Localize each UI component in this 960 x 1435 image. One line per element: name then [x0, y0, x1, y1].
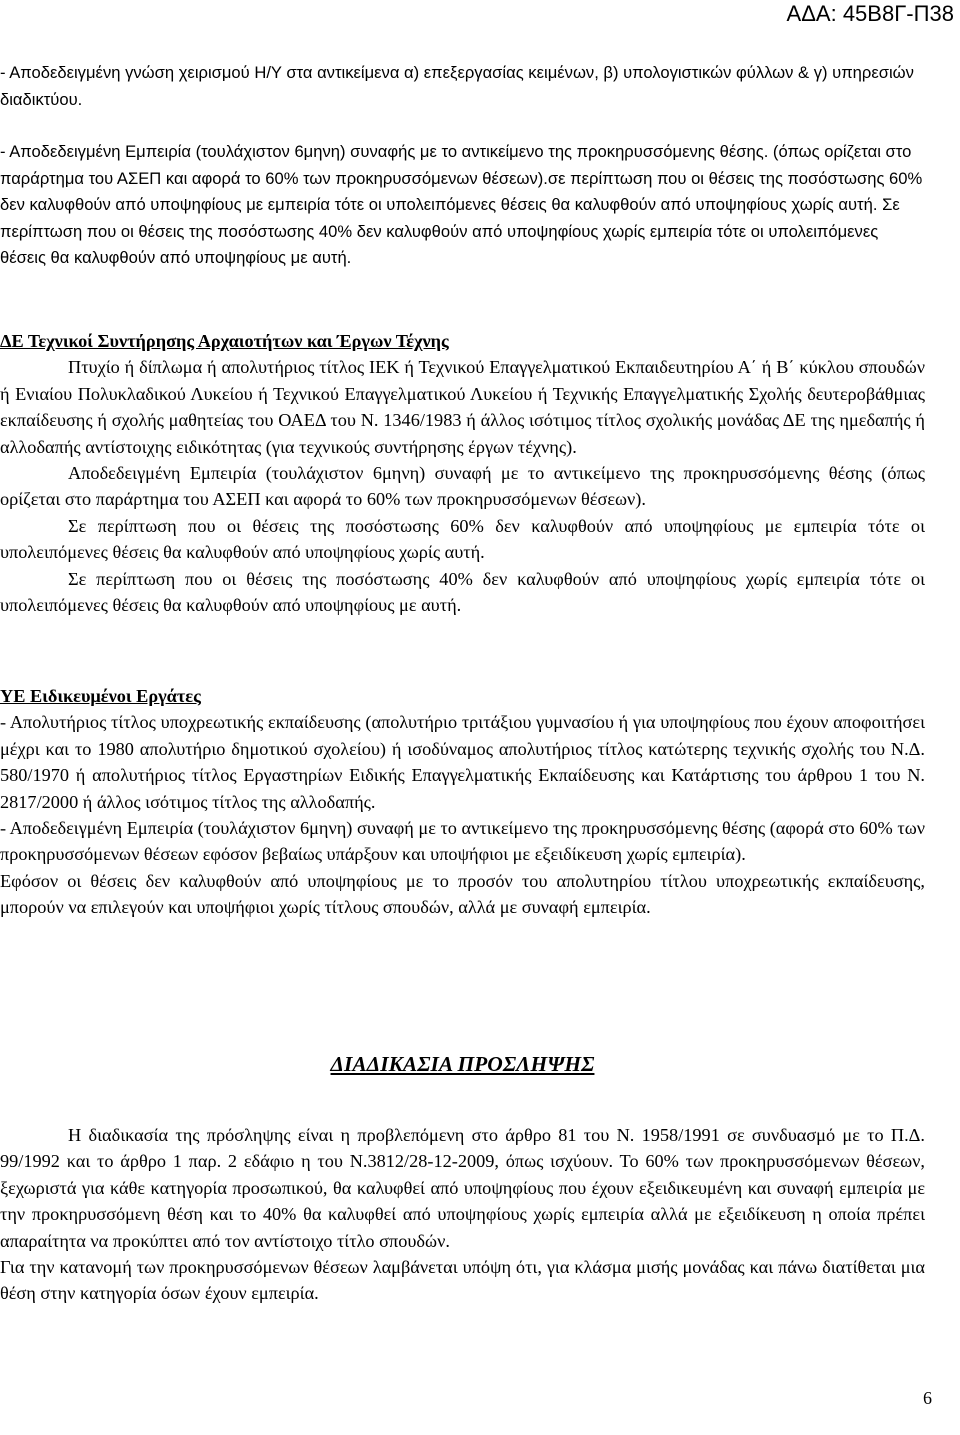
section-ye — [0, 683, 925, 921]
paragraph-computer-skills: - Αποδεδειγμένη γνώση χειρισμού Η/Υ στα αντικείμενα α) επεξεργασίας κειμένων, β) υπολογιστικών φύλλων & γ) υπηρεσιών διαδικτύου. — [0, 63, 914, 109]
paragraph-ye-experience: - Αποδεδειγμένη Εμπειρία (τουλάχιστον 6μηνη) συναφή με το αντικείμενο της προκηρυσσόμενης θέσης (αφορά στο 60% των προκηρυσσόμενων θέσεων εφόσον βεβαίως υπάρξουν και υποψήφιοι με εξειδίκευση χωρίς εμπειρία). — [0, 818, 925, 865]
ada-code: ΑΔΑ: 45Β8Γ-Π38 — [786, 1, 954, 26]
paragraph-ye-no-title: Εφόσον οι θέσεις δεν καλυφθούν από υποψηφίους με το προσόν του απολυτηρίου τίτλου υποχρεωτικής εκπαίδευσης, μπορούν να επιλεγούν και υποψήφιοι χωρίς τίτλους σπουδών, αλλά με συναφή εμπειρία. — [0, 870, 925, 918]
heading-ye-workers: ΥΕ Ειδικευμένοι Εργάτες — [0, 686, 201, 706]
text-quota-60: σε περίπτωση που οι θέσεις της ποσόστωσης 60% δεν καλυφθούν από υποψηφίους με εμπειρία τότε οι υπολειπόμενες θέσεις θα καλυφθούν από υποψηφίους χωρίς αυτή. — [0, 168, 923, 214]
paragraph-de-experience: Αποδεδειγμένη Εμπειρία (τουλάχιστον 6μηνη) συναφή με το αντικείμενο της προκηρυσσόμενης θέσης (όπως ορίζεται στο παράρτημα του ΑΣΕΠ και αφορά το 60% των προκηρυσσόμενων θέσεων). — [0, 463, 925, 510]
paragraph-de-quota-40: Σε περίπτωση που οι θέσεις της ποσόστωσης 40% δεν καλυφθούν από υποψηφίους χωρίς εμπειρία τότε οι υπολειπόμενες θέσεις θα καλυφθούν από υποψηφίους με αυτή. — [0, 568, 925, 616]
section-top — [0, 60, 925, 272]
heading-de-technicians: ΔΕ Τεχνικοί Συντήρησης Αρχαιοτήτων και Έργων Τέχνης — [0, 331, 449, 351]
paragraph-de-quota-60: Σε περίπτωση που οι θέσεις της ποσόστωσης 60% δεν καλυφθούν από υποψηφίους με εμπειρία τότε οι υπολειπόμενες θέσεις θα καλυφθούν από υποψηφίους χωρίς αυτή. — [0, 515, 925, 563]
procedure-title: ΔΙΑΔΙΚΑΣΙΑ ΠΡΟΣΛΗΨΗΣ — [330, 1052, 595, 1076]
section-de — [0, 328, 925, 618]
paragraph-ye-qualifications: - Απολυτήριος τίτλος υποχρεωτικής εκπαίδευσης (απολυτήριο τριτάξιου γυμνασίου ή για υποψηφίους που έχουν αποφοιτήσει μέχρι και το 1980 απολυτήριο δημοτικού σχολείου) ή ισοδύναμος απολυτήριος τίτλος κατώτερης τεχνικής σχολής του Ν.Δ. 580/1970 ή απολυτήριος τίτλος Εργαστηρίων Ειδικής Επαγγελματικής Εκπαίδευσης και Κατάρτισης του άρθρου 1 του Ν. 2817/2000 ή άλλος ισότιμος τίτλος της αλλοδαπής. — [0, 712, 925, 812]
section-procedure — [0, 1122, 925, 1307]
paragraph-de-qualifications: Πτυχίο ή δίπλωμα ή απολυτήριος τίτλος ΙΕΚ ή Τεχνικού Επαγγελματικού Εκπαιδευτηρίου Α΄ ή Β΄ κύκλου σπουδών ή Ενιαίου Πολυκλαδικού Λυκείου ή Τεχνικού Επαγγελματικού Λυκείου ή Τεχνικής Επαγγελματικής Σχολής δευτεροβάθμιας εκπαίδευσης ή σχολής μαθητείας του ΟΑΕΔ του Ν. 1346/1983 ή άλλος ισότιμος τίτλος σχολικής μονάδας ΔΕ της ημεδαπής ή αλλοδαπής αντίστοιχης ειδικότητας (για τεχνικούς συντήρησης έργων τέχνης). — [0, 357, 925, 457]
text-quota-40: Σε περίπτωση που οι θέσεις της ποσόστωσης 40% δεν καλυφθούν από υποψηφίους χωρίς εμπειρία τότε οι υπολειπόμενες θέσεις θα καλυφθούν από υποψηφίους με αυτή. — [0, 195, 900, 267]
paragraph-experience — [0, 139, 925, 272]
paragraph-procedure: Η διαδικασία της πρόσληψης είναι η προβλεπόμενη στο άρθρο 81 του Ν. 1958/1991 σε συνδυασμό με το Π.Δ. 99/1992 και το άρθρο 1 παρ. 2 εδάφιο η του Ν.3812/28-12-2009, όπως ισχύουν. Το 60% των προκηρυσσόμενων θέσεων, ξεχωριστά για κάθε κατηγορία προσωπικού, θα καλυφθεί από υποψηφίους που έχουν εξειδικευμένη και συναφή εμπειρία με την προκηρυσσόμενη θέση και το 40% θα καλυφθεί από υποψηφίους χωρίς εμπειρία αλλά με εξειδίκευση η οποία πρέπει απαραίτητα να προκύπτει από τον αντίστοιχο τίτλο σπουδών. — [0, 1125, 925, 1251]
page-number: 6 — [923, 1388, 932, 1408]
paragraph-allocation: Για την κατανομή των προκηρυσσόμενων θέσεων λαμβάνεται υπόψη ότι, για κλάσμα μισής μονάδας και πάνω διατίθεται μια θέση στην κατηγορία όσων έχουν εμπειρία. — [0, 1257, 925, 1304]
text-experience-requirement: - Αποδεδειγμένη Εμπειρία (τουλάχιστον 6μηνη) συναφής με το αντικείμενο της προκηρυσσόμενης θέσης. (όπως ορίζεται στο παράρτημα του ΑΣΕΠ και αφορά το 60% των προκηρυσσόμενων θέσεων). — [0, 142, 912, 188]
